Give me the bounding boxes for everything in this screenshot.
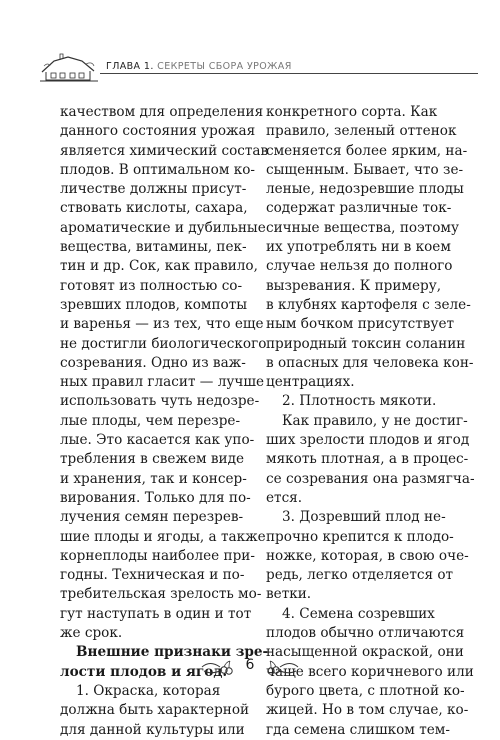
text-line: данного состояния урожая	[60, 123, 256, 140]
text-line: в опасных для человека кон-	[266, 354, 474, 371]
text-line: должна быть характерной	[60, 702, 250, 719]
text-line: 3. Дозревший плод не-	[282, 509, 446, 526]
text-line: ножке, которая, в свою оче-	[266, 547, 469, 564]
text-line: случае нельзя до полного	[266, 258, 453, 275]
text-line: вещества, витамины, пек-	[60, 239, 247, 256]
text-line: использовать чуть недозре-	[60, 393, 260, 410]
text-line: жицей. Но в том случае, ко-	[266, 702, 469, 719]
text-line: прочно крепится к плодо-	[266, 528, 454, 545]
text-line: ветки.	[266, 586, 312, 603]
text-line: корнеплоды наиболее при-	[60, 547, 255, 564]
text-line: конкретного сорта. Как	[266, 104, 438, 120]
text-line: правило, зеленый оттенок	[266, 123, 457, 140]
cherries-ornament-icon	[266, 658, 300, 676]
text-line: ется.	[266, 489, 303, 506]
text-line: шие плоды и ягоды, а также	[60, 528, 266, 545]
text-line: сичные вещества, поэтому	[266, 219, 459, 236]
text-line: сыщенным. Бывает, что зе-	[266, 161, 464, 178]
text-line: готовят из полностью со-	[60, 277, 243, 294]
text-line: мякоть плотная, а в процес-	[266, 451, 469, 468]
text-line: бурого цвета, с плотной ко-	[266, 682, 465, 699]
header-rule	[100, 73, 478, 74]
text-line: их употреблять ни в коем	[266, 239, 451, 256]
text-line: личестве должны присут-	[60, 181, 247, 198]
text-line: является химический состав	[60, 142, 269, 159]
text-line: сменяется более ярким, на-	[266, 142, 468, 159]
page-footer	[200, 656, 300, 680]
text-line: лучения семян перезрев-	[60, 509, 244, 526]
text-line: для данной культуры или	[60, 721, 245, 738]
section-label: СЕКРЕТЫ СБОРА УРОЖАЯ	[157, 61, 292, 72]
text-line: ным бочком присутствует	[266, 316, 455, 333]
right-text-column	[266, 103, 475, 740]
text-line: годны. Техническая и по-	[60, 567, 245, 584]
chapter-label: ГЛАВА 1.	[106, 61, 154, 72]
left-text-column	[60, 103, 269, 740]
text-line: ших зрелости плодов и ягод	[266, 432, 470, 449]
text-line: же срок.	[60, 625, 123, 642]
text-line: и варенья — из тех, что еще	[60, 316, 264, 333]
text-line: 4. Семена созревших	[282, 605, 435, 622]
text-line: ствовать кислоты, сахара,	[60, 200, 248, 217]
text-line: насыщенной окраской, они	[266, 644, 464, 661]
text-line: вызревания. К примеру,	[266, 277, 442, 294]
text-line: требления в свежем виде	[60, 451, 245, 468]
text-line: лые плоды, чем перезре-	[60, 412, 241, 429]
text-line: зревших плодов, компоты	[60, 296, 248, 313]
text-line: чаще всего коричневого или	[266, 663, 474, 680]
text-line: и хранения, так и консер-	[60, 470, 247, 487]
text-line: гут наступать в один и тот	[60, 605, 252, 622]
text-line: природный токсин соланин	[266, 335, 466, 352]
text-line: лости плодов и ягод.	[60, 663, 228, 680]
text-line: редь, легко отделяется от	[266, 567, 454, 584]
text-line: се созревания она размягча-	[266, 470, 475, 487]
text-line: в клубнях картофеля с зеле-	[266, 296, 471, 313]
text-line: вирования. Только для по-	[60, 489, 251, 506]
text-line: плодов обычно отличаются	[266, 625, 465, 642]
text-line: 1. Окраска, которая	[76, 682, 221, 699]
text-line: содержат различные ток-	[266, 200, 452, 217]
text-line: созревания. Одно из важ-	[60, 354, 246, 371]
text-line: лые. Это касается как упо-	[60, 432, 255, 449]
text-line: центрациях.	[266, 374, 355, 391]
text-line: требительская зрелость мо-	[60, 586, 262, 603]
text-line: ных правил гласит — лучше	[60, 374, 264, 391]
text-line: тин и др. Сок, как правило,	[60, 258, 258, 275]
text-line: леные, недозревшие плоды	[266, 181, 464, 198]
text-line: не достигли биологического	[60, 335, 267, 352]
text-line: Внешние признаки зре-	[76, 644, 269, 661]
house-logo-icon	[38, 52, 100, 84]
text-line: 2. Плотность мякоти.	[282, 393, 437, 410]
page-number: 6	[245, 657, 255, 673]
text-line: Как правило, у не достиг-	[282, 412, 468, 429]
cherries-ornament-icon	[200, 658, 234, 676]
running-header	[38, 52, 478, 84]
text-line: качеством для определения	[60, 104, 264, 120]
text-line: гда семена слишком тем-	[266, 721, 450, 738]
text-line: плодов. В оптимальном ко-	[60, 161, 255, 178]
text-line: ароматические и дубильные	[60, 219, 266, 236]
chapter-title	[106, 61, 292, 72]
